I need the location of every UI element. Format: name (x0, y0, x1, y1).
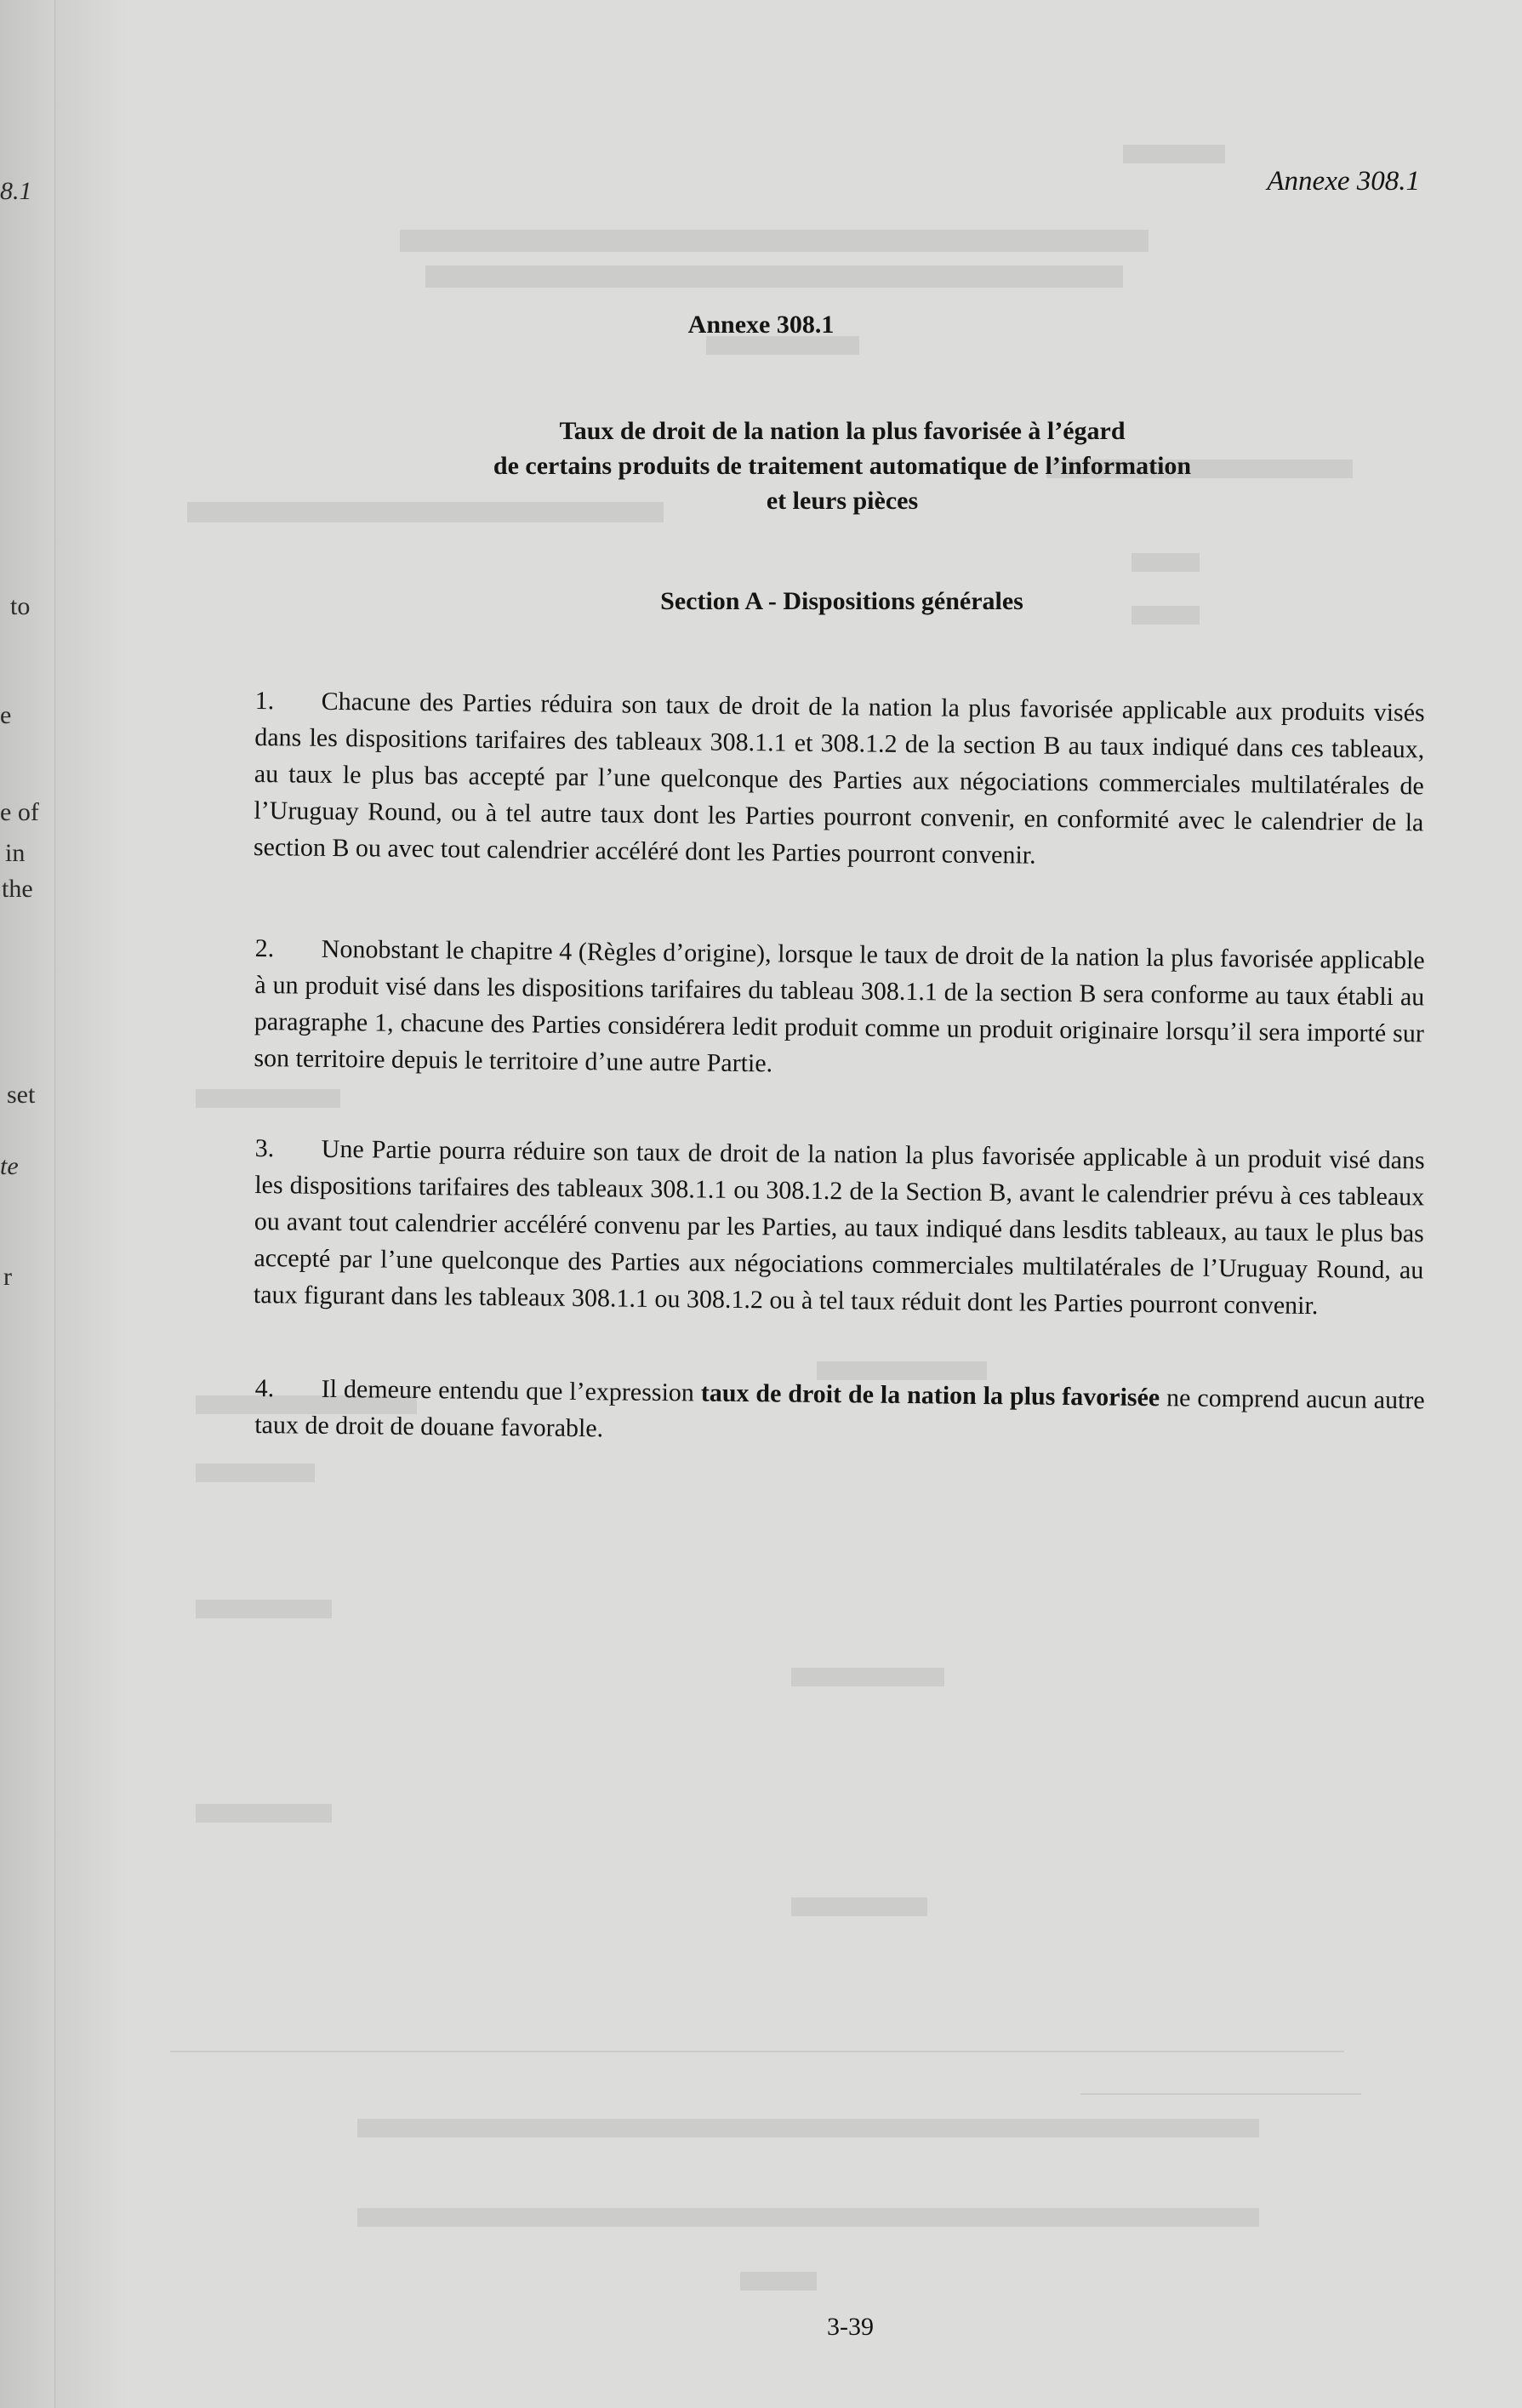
paragraph-text: Une Partie pourra réduire son taux de droit de la nation la plus favorisée applicable à un produit visé dans les dispositions tarifaires des tableaux 308.1.1 ou 308.1.2 de la Section B, avant le calendrier prévu à ces tableaux ou avant tout calendrier accéléré convenu par les Parties, au taux indiqué dans lesdits tableaux, au taux le plus bas accepté par l’une quelconque des Parties aux négociations commerciales multilatérales de l’Uruguay Round, au taux figurant dans les tableaux 308.1.1 ou 308.1.2 ou à tel taux réduit dont les Parties pourront convenir. (253, 1134, 1425, 1321)
margin-fragment: e (0, 701, 12, 729)
paragraph-text-start: Il demeure entendu que l’expression (321, 1374, 701, 1407)
paragraph-4 (254, 1370, 1425, 1455)
subtitle-line: Taux de droit de la nation la plus favorisée à l’égard (559, 417, 1126, 445)
paragraph-number: 1. (254, 686, 275, 716)
paragraph-number: 2. (254, 933, 275, 963)
defined-term: taux de droit de la nation la plus favorisée (700, 1378, 1160, 1412)
paragraph-2 (254, 930, 1425, 1088)
paragraph-number: 4. (254, 1373, 275, 1403)
paragraph-1 (254, 682, 1425, 877)
annex-subtitle (340, 414, 1344, 518)
subtitle-line: de certains produits de traitement automatique de l’information (493, 452, 1192, 480)
paragraph-text: Nonobstant le chapitre 4 (Règles d’origine), lorsque le taux de droit de la nation la plus favorisée applicable à un produit visé dans les dispositions tarifaires du tableau 308.1.1 de la section B sera conforme au taux établi au paragraphe 1, chacune des Parties considérera ledit produit comme un produit originaire lorsqu’il sera importé sur son territoire depuis le territoire d’une autre Partie. (254, 934, 1425, 1078)
margin-fragment: te (0, 1152, 19, 1180)
running-head: Annexe 308.1 (1267, 166, 1420, 197)
margin-fragment: in (5, 839, 26, 867)
margin-fragment: the (2, 875, 33, 903)
margin-fragment: e of (0, 798, 39, 826)
margin-fragment: 8.1 (0, 177, 32, 205)
section-heading: Section A - Dispositions générales (660, 587, 1023, 615)
previous-page-edge (0, 0, 55, 2408)
page-number: 3-39 (827, 2313, 874, 2341)
subtitle-line: et leurs pièces (766, 487, 919, 515)
margin-fragment: to (10, 592, 31, 620)
paragraph-3 (254, 1130, 1425, 1325)
margin-fragment: set (7, 1081, 36, 1109)
margin-fragment: r (3, 1263, 12, 1291)
paragraph-number: 3. (254, 1133, 275, 1163)
paragraph-text-end: ne comprend aucun autre taux de droit de douane favorable. (254, 1384, 1425, 1443)
annex-title: Annexe 308.1 (687, 311, 835, 339)
paragraph-text: Chacune des Parties réduira son taux de droit de la nation la plus favorisée applicable aux produits visés dans les dispositions tarifaires des tableaux 308.1.1 et 308.1.2 de la section B au taux indiqué dans ces tableaux, au taux le plus bas accepté par l’une quelconque des Parties aux négociations commerciales multilatérales de l’Uruguay Round, ou à tel autre taux dont les Parties pourront convenir, en conformité avec le calendrier de la section B ou avec tout calendrier accéléré dont les Parties pourront convenir. (253, 687, 1425, 870)
